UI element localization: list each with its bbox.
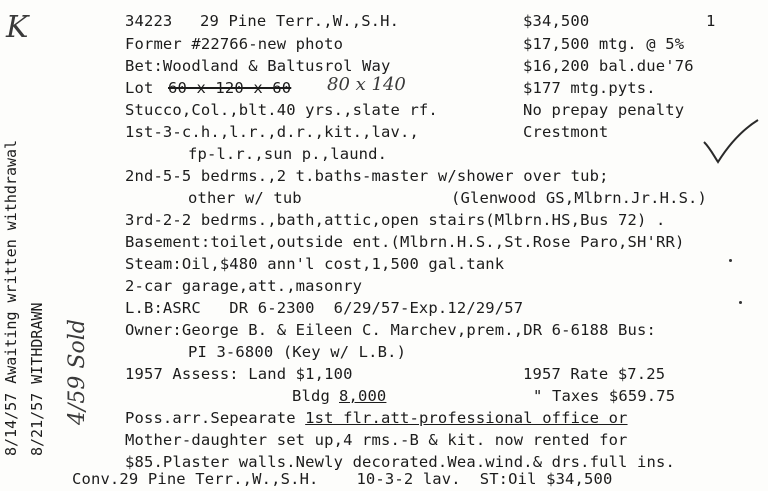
heating: Steam:Oil,$480 ann'l cost,1,500 gal.tank: [125, 255, 505, 273]
former-listing: Former #22766-new photo: [125, 35, 344, 53]
mortgage-payments: $177 mtg.pyts.: [523, 79, 656, 97]
footer-summary: Conv.29 Pine Terr.,W.,S.H. 10-3-2 lav. ST:Oil $34,500: [72, 470, 613, 488]
remarks-line-1-end: 1st flr.att-professional office or: [305, 409, 628, 427]
tax-rate: 1957 Rate $7.25: [523, 365, 666, 383]
stray-dot: [729, 259, 732, 262]
second-floor-continued: other w/ tub: [188, 189, 302, 207]
first-floor-continued: fp-l.r.,sun p.,laund.: [188, 145, 388, 163]
address: 29 Pine Terr.,W.,S.H.: [200, 12, 400, 30]
corner-handwritten-mark: K: [6, 10, 29, 45]
garage: 2-car garage,att.,masonry: [125, 277, 363, 295]
status-note-withdrawn: 8/21/57 WITHDRAWN: [28, 302, 46, 456]
first-floor: 1st-3-c.h.,l.r.,d.r.,kit.,lav.,: [125, 123, 419, 141]
area: Crestmont: [523, 123, 609, 141]
assessment-land: 1957 Assess: Land $1,100: [125, 365, 353, 383]
remarks-line-1-start: Poss.arr.Sepearate: [125, 409, 306, 427]
mortgage-balance: $16,200 bal.due'76: [523, 57, 694, 75]
assessment-building-value: 8,000: [339, 387, 387, 405]
second-floor: 2nd-5-5 bedrms.,2 t.baths-master w/shower over tub;: [125, 167, 609, 185]
cross-streets: Bet:Woodland & Baltusrol Way: [125, 57, 391, 75]
lot-size-handwritten: 80 x 140: [327, 74, 406, 95]
assessment-building-label: Bldg: [292, 387, 330, 405]
checkmark-icon: [700, 118, 760, 168]
card-number: 1: [706, 12, 716, 30]
basement: Basement:toilet,outside ent.(Mlbrn.H.S.,St.Rose Paro,SH'RR): [125, 233, 685, 251]
third-floor: 3rd-2-2 bedrms.,bath,attic,open stairs(Mlbrn.HS,Bus 72) .: [125, 211, 666, 229]
lot-size-struck: 60 x 120 x 60: [168, 79, 292, 97]
price: $34,500: [523, 12, 590, 30]
lot-label: Lot: [125, 79, 154, 97]
prepay-penalty: No prepay penalty: [523, 101, 685, 119]
taxes: " Taxes $659.75: [533, 387, 676, 405]
mortgage: $17,500 mtg. @ 5%: [523, 35, 685, 53]
remarks-line-3: $85.Plaster walls.Newly decorated.Wea.wind.& drs.full ins.: [125, 453, 675, 471]
listing-broker: L.B:ASRC DR 6-2300 6/29/57-Exp.12/29/57: [125, 299, 524, 317]
construction: Stucco,Col.,blt.40 yrs.,slate rf.: [125, 101, 438, 119]
owner-continued: PI 3-6800 (Key w/ L.B.): [188, 343, 407, 361]
owner: Owner:George B. & Eileen C. Marchev,prem.,DR 6-6188 Bus:: [125, 321, 656, 339]
schools: (Glenwood GS,Mlbrn.Jr.H.S.): [451, 189, 708, 207]
remarks-line-1: [125, 409, 628, 427]
handwritten-sold-note: 4/59 Sold: [65, 319, 90, 425]
remarks-line-2: Mother-daughter set up,4 rms.-B & kit. now rented for: [125, 431, 628, 449]
status-note-awaiting-withdrawal: 8/14/57 Awaiting written withdrawal: [2, 139, 20, 456]
listing-number: 34223: [125, 12, 173, 30]
stray-dot: [739, 301, 742, 304]
